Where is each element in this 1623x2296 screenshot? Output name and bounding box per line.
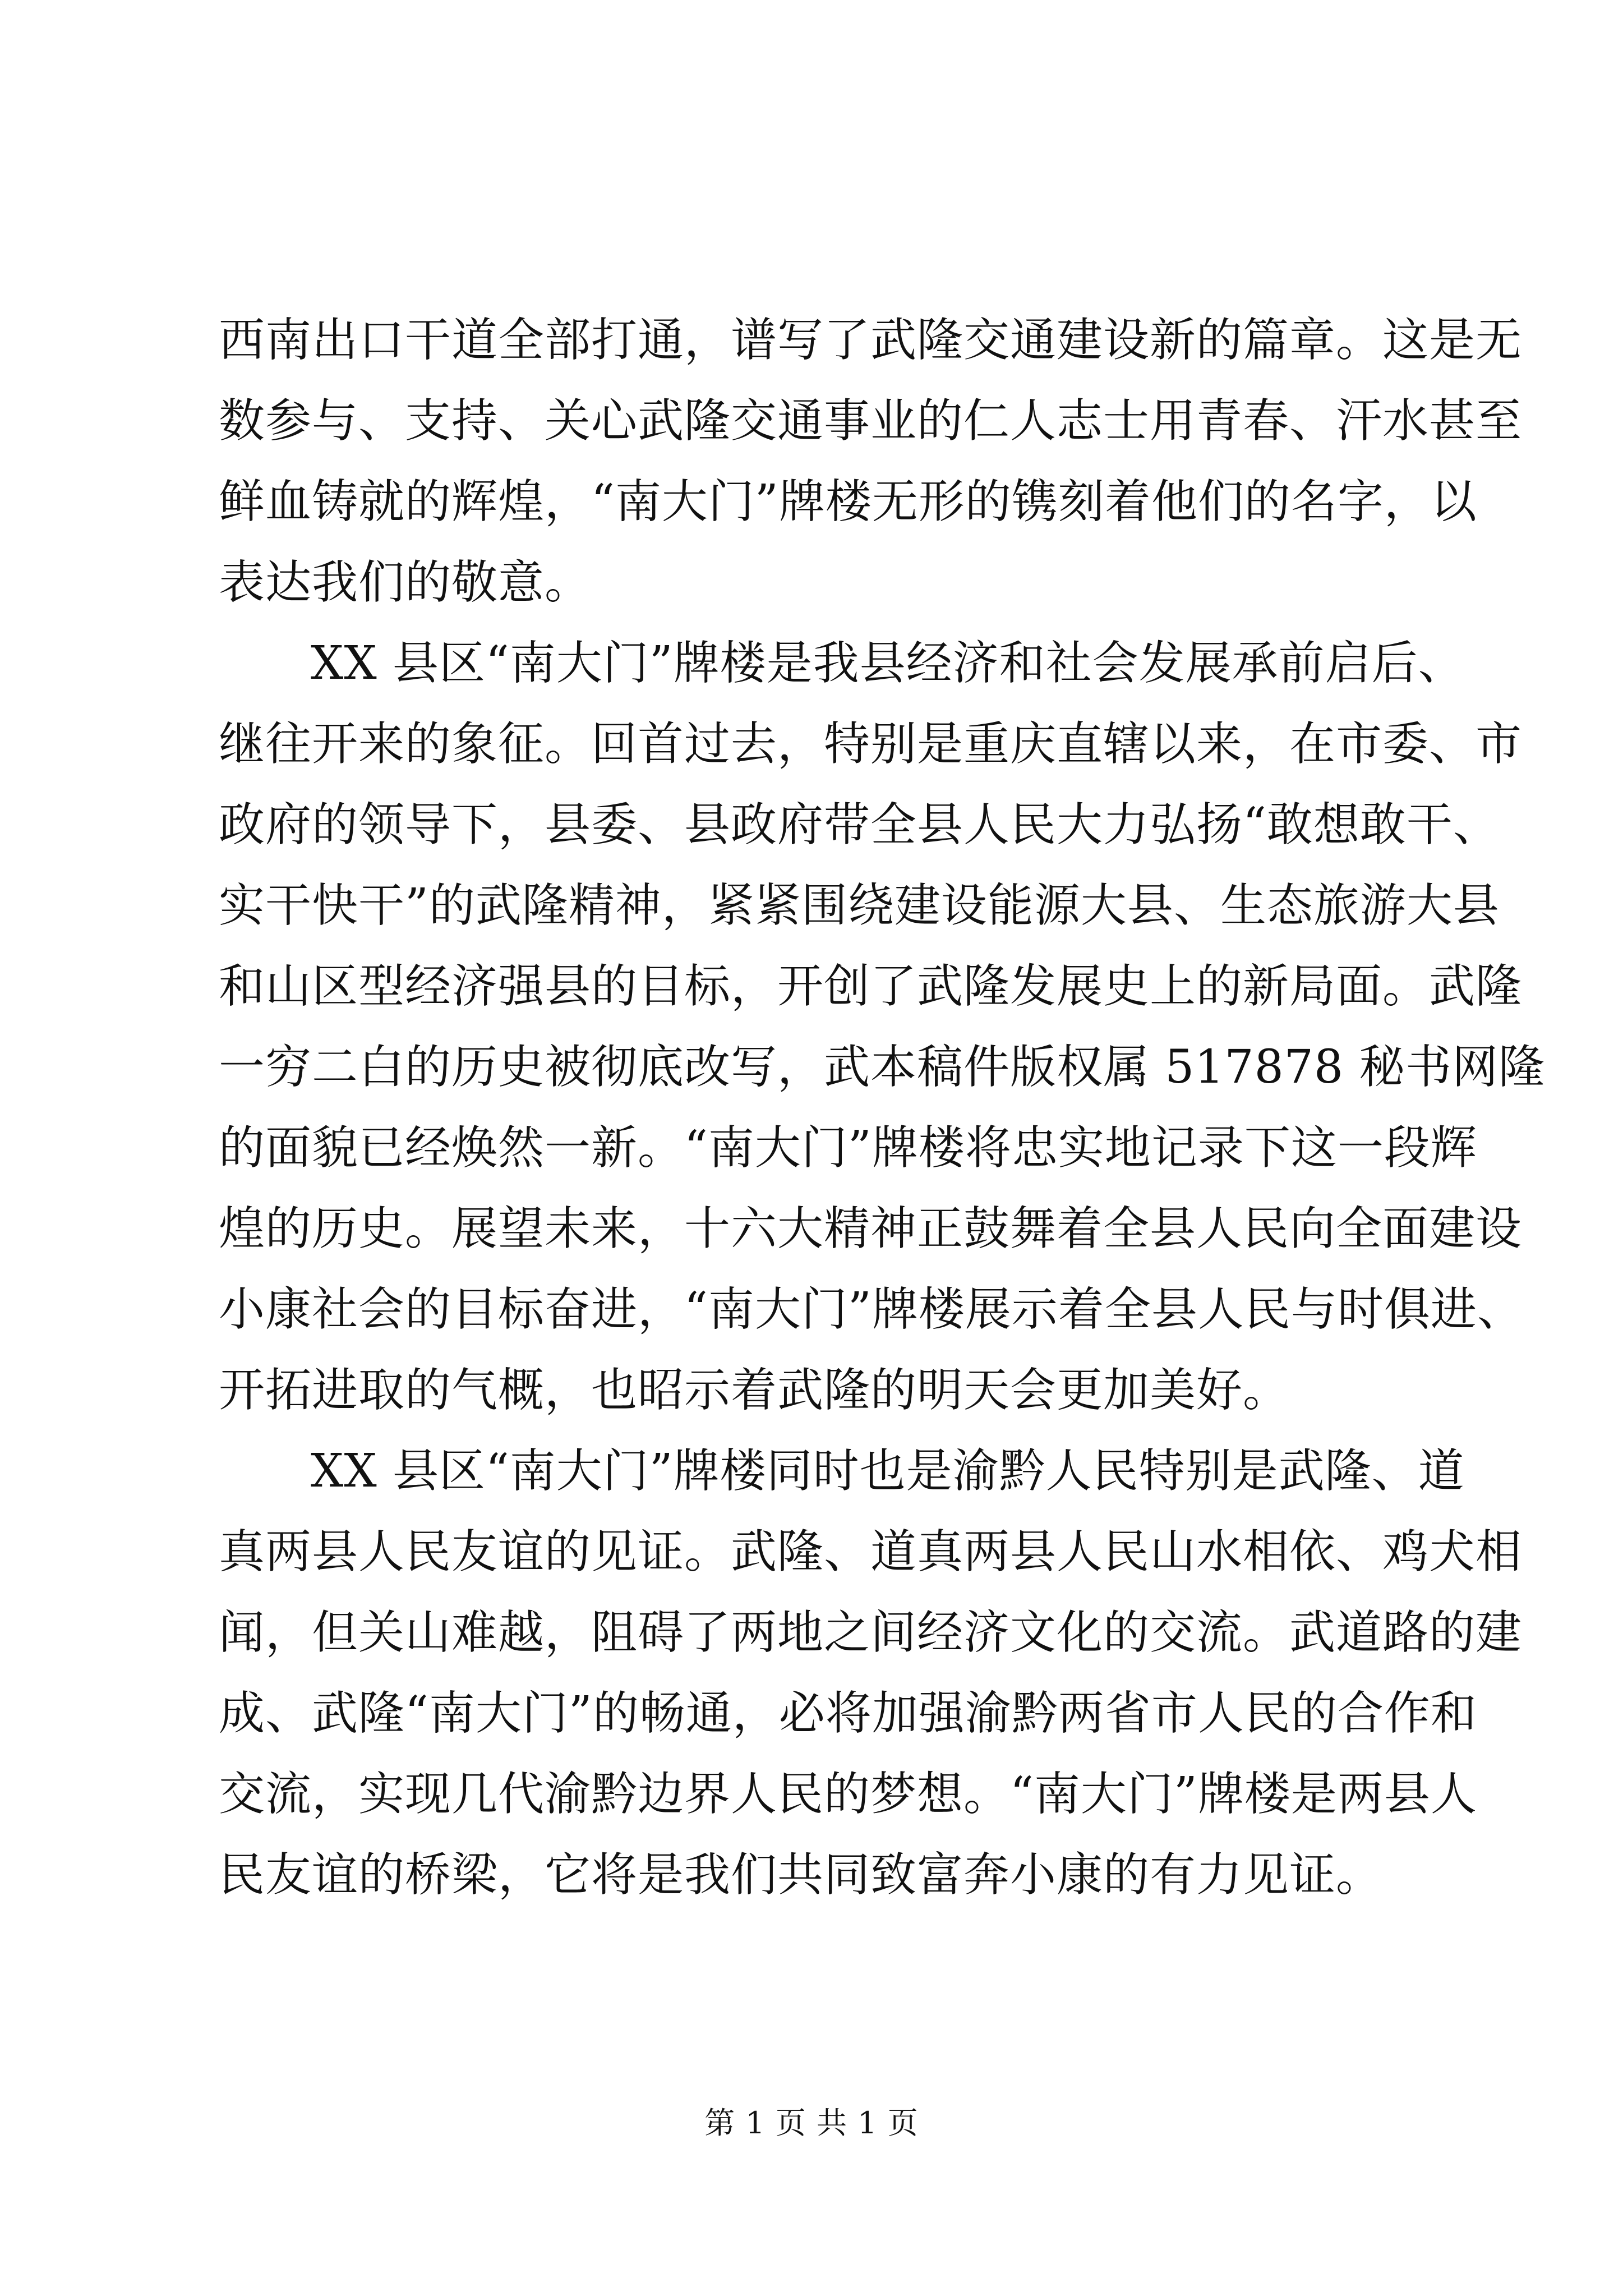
text-line: 鲜血铸就的辉煌，“南大门”牌楼无形的镌刻着他们的名字，以 <box>219 475 1477 528</box>
text-line: 一穷二白的历史被彻底改写，武本稿件版权属 517878 秘书网隆 <box>219 1041 1546 1094</box>
text-line: 西南出口干道全部打通，谱写了武隆交通建设新的篇章。这是无 <box>219 314 1523 367</box>
text-line: 民友谊的桥梁，它将是我们共同致富奔小康的有力见证。 <box>219 1848 1383 1902</box>
body-text <box>219 300 1546 1916</box>
text-line: 实干快干”的武隆精神，紧紧围绕建设能源大县、生态旅游大县 <box>219 879 1500 932</box>
text-line: 真两县人民友谊的见证。武隆、道真两县人民山水相依、鸡犬相 <box>219 1525 1523 1579</box>
text-line: 成、武隆“南大门”的畅通，必将加强渝黔两省市人民的合作和 <box>219 1687 1477 1740</box>
page-number-footer: 第 1 页 共 1 页 <box>704 2105 919 2141</box>
text-line: XX 县区“南大门”牌楼同时也是渝黔人民特别是武隆、道 <box>311 1444 1465 1498</box>
text-line: 小康社会的目标奋进，“南大门”牌楼展示着全县人民与时俱进、 <box>219 1283 1524 1336</box>
text-line: 表达我们的敬意。 <box>219 556 592 609</box>
text-line: XX 县区“南大门”牌楼是我县经济和社会发展承前启后、 <box>311 637 1465 690</box>
text-line: 的面貌已经焕然一新。“南大门”牌楼将忠实地记录下这一段辉 <box>219 1121 1477 1175</box>
text-line: 闻，但关山难越，阻碍了两地之间经济文化的交流。武道路的建 <box>219 1606 1523 1659</box>
text-line: 煌的历史。展望未来，十六大精神正鼓舞着全县人民向全面建设 <box>219 1202 1523 1255</box>
text-line: 和山区型经济强县的目标，开创了武隆发展史上的新局面。武隆 <box>219 960 1523 1013</box>
text-line: 继往开来的象征。回首过去，特别是重庆直辖以来，在市委、市 <box>219 717 1523 771</box>
text-line: 数参与、支持、关心武隆交通事业的仁人志士用青春、汗水甚至 <box>219 394 1523 448</box>
text-line: 政府的领导下，县委、县政府带全县人民大力弘扬“敢想敢干、 <box>219 798 1500 852</box>
text-line: 开拓进取的气概，也昭示着武隆的明天会更加美好。 <box>219 1364 1290 1417</box>
text-line: 交流，实现几代渝黔边界人民的梦想。“南大门”牌楼是两县人 <box>219 1768 1477 1821</box>
